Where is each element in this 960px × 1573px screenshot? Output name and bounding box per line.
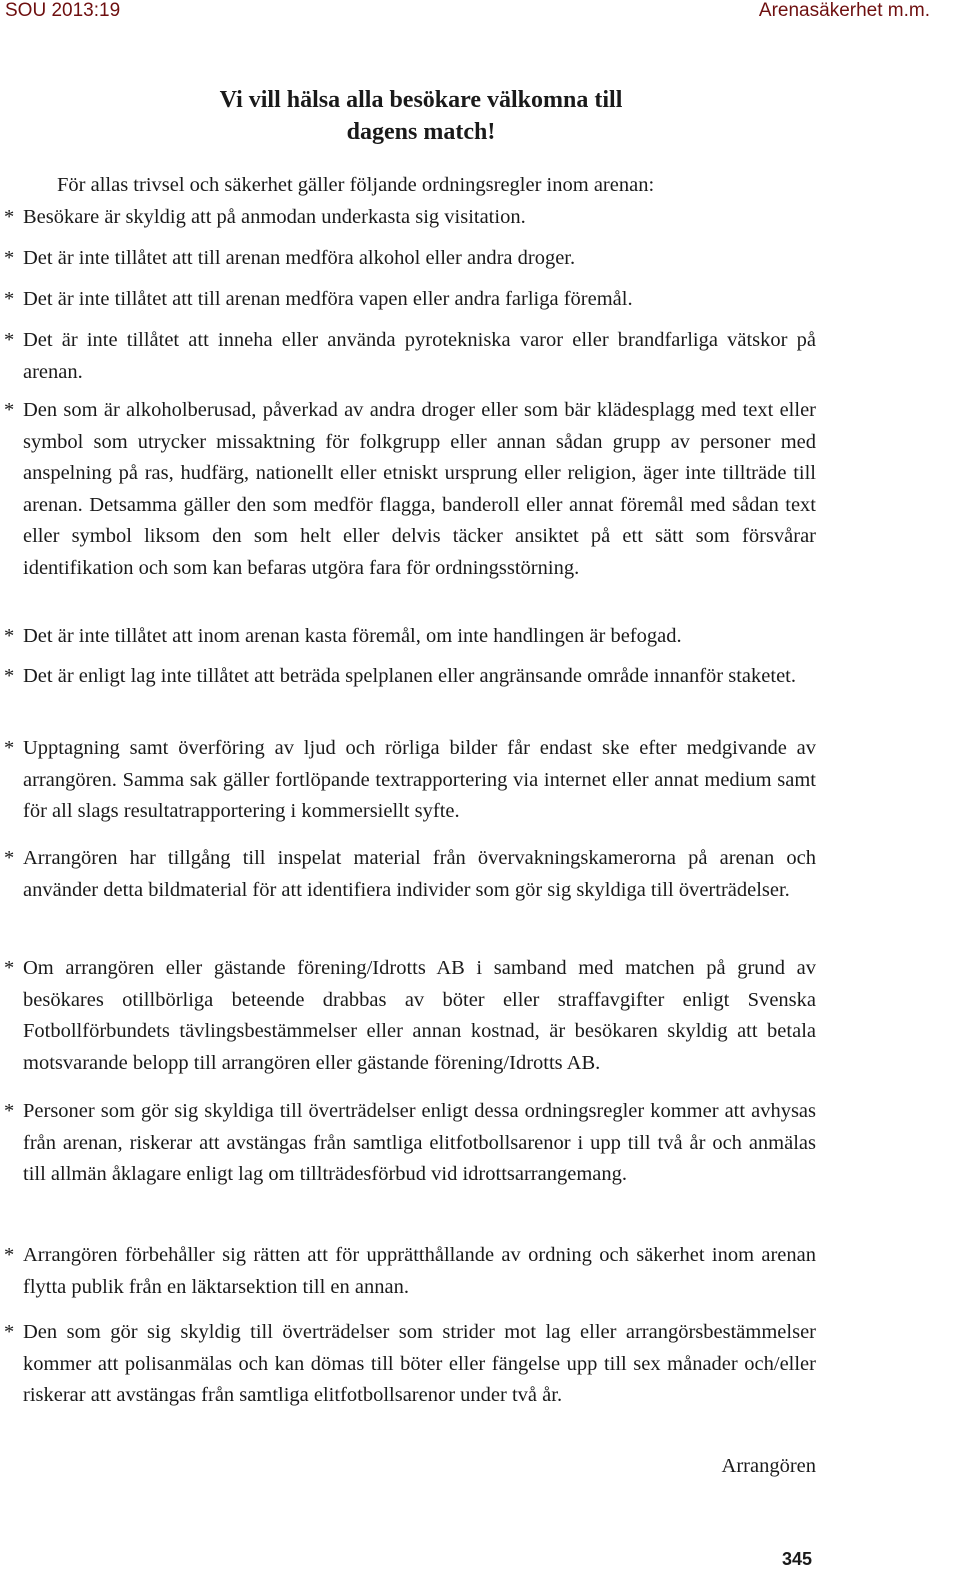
rule-text: Besökare är skyldig att på anmodan underkasta sig visitation.: [23, 206, 526, 228]
page-number: 345: [782, 1549, 813, 1569]
rule-item: [4, 953, 816, 1079]
bullet-asterisk: *: [4, 847, 15, 869]
report-id: SOU 2013:19: [5, 0, 121, 21]
rule-item: [4, 621, 816, 653]
rule-item: [4, 395, 816, 584]
rule-text: Det är inte tillåtet att inom arenan kasta föremål, om inte handlingen är befogad.: [23, 625, 682, 647]
rule-item: [4, 661, 816, 693]
signature: Arrangören: [721, 1455, 816, 1477]
rule-text: Om arrangören eller gästande förening/Idrotts AB i samband med matchen på grund av besökares otillbörliga beteende drabbas av böter eller straffavgifter enligt Svenska Fotbollförbundets tävlingsbestämmelser eller annan kostnad, är besökaren skyldig att betala motsvarande belopp till arrangören eller gästande förening/Idrotts AB.: [23, 957, 816, 1074]
rule-item: [4, 202, 816, 234]
rule-text: Arrangören förbehåller sig rätten att för upprätthållande av ordning och säkerhet inom arenan flytta publik från en läktarsektion till en annan.: [23, 1244, 816, 1298]
bullet-asterisk: *: [4, 1244, 15, 1266]
rule-text: Arrangören har tillgång till inspelat material från övervakningskamerorna på arenan och använder detta bildmaterial för att identifiera individer som gör sig skyldiga till överträdelser.: [23, 847, 816, 901]
rule-item: [4, 325, 816, 388]
rule-item: [4, 284, 816, 316]
rule-item: [4, 1240, 816, 1303]
rule-item: [4, 1096, 816, 1191]
rule-text: Det är inte tillåtet att till arenan medföra alkohol eller andra droger.: [23, 247, 576, 269]
bullet-asterisk: *: [4, 1100, 15, 1122]
bullet-asterisk: *: [4, 957, 15, 979]
running-header: [5, 0, 930, 24]
bullet-asterisk: *: [4, 737, 15, 759]
bullet-asterisk: *: [4, 625, 15, 647]
bullet-asterisk: *: [4, 1321, 15, 1343]
rule-item: [4, 243, 816, 275]
rule-text: Personer som gör sig skyldiga till överträdelser enligt dessa ordningsregler kommer att avhysas från arenan, riskerar att avstängas från samtliga elitfotbollsarenor i upp till två år och anmälas till allmän åklagare enligt lag om tillträdesförbud vid idrottsarrangemang.: [23, 1100, 816, 1185]
rule-item: [4, 733, 816, 828]
rule-text: Det är inte tillåtet att till arenan medföra vapen eller andra farliga föremål.: [23, 288, 633, 310]
bullet-asterisk: *: [4, 206, 15, 228]
bullet-asterisk: *: [4, 247, 15, 269]
rule-item: [4, 1317, 816, 1412]
intro-text: För allas trivsel och säkerhet gäller följande ordningsregler inom arenan:: [57, 174, 655, 196]
rule-text: Upptagning samt överföring av ljud och rörliga bilder får endast ske efter medgivande av arrangören. Samma sak gäller fortlöpande textrapportering via internet eller annat medium samt för all slags resultatrapportering i kommersiellt syfte.: [23, 737, 816, 822]
rule-text: Det är inte tillåtet att inneha eller använda pyrotekniska varor eller brandfarliga vätskor på arenan.: [23, 329, 816, 383]
bullet-asterisk: *: [4, 399, 15, 421]
rule-text: Den som är alkoholberusad, påverkad av andra droger eller som bär klädesplagg med text eller symbol som utrycker missaktning för folkgrupp eller annan sådan grupp av personer med anspelning på ras, hudfärg, nationellt eller etniskt ursprung eller religion, äger inte tillträde till arenan. Detsamma gäller den som medför flagga, banderoll eller annat föremål med sådan text eller symbol liksom den som helt eller delvis täcker ansiktet på ett sätt som försvårar identifikation och som kan befaras utgöra fara för ordningsstörning.: [23, 399, 816, 579]
rule-text: Det är enligt lag inte tillåtet att beträda spelplanen eller angränsande område innanför staketet.: [23, 665, 796, 687]
rule-text: Den som gör sig skyldig till överträdelser som strider mot lag eller arrangörsbestämmelser kommer att polisanmälas och kan dömas till böter eller fängelse upp till sex månader och/eller riskerar att avstängas från samtliga elitfotbollsarenor under två år.: [23, 1321, 816, 1406]
section-title: Arenasäkerhet m.m.: [758, 0, 930, 21]
rule-item: [4, 843, 816, 906]
document-title: Vi vill hälsa alla besökare välkomna till dagens match!: [219, 87, 623, 145]
bullet-asterisk: *: [4, 665, 15, 687]
bullet-asterisk: *: [4, 288, 15, 310]
bullet-asterisk: *: [4, 329, 15, 351]
